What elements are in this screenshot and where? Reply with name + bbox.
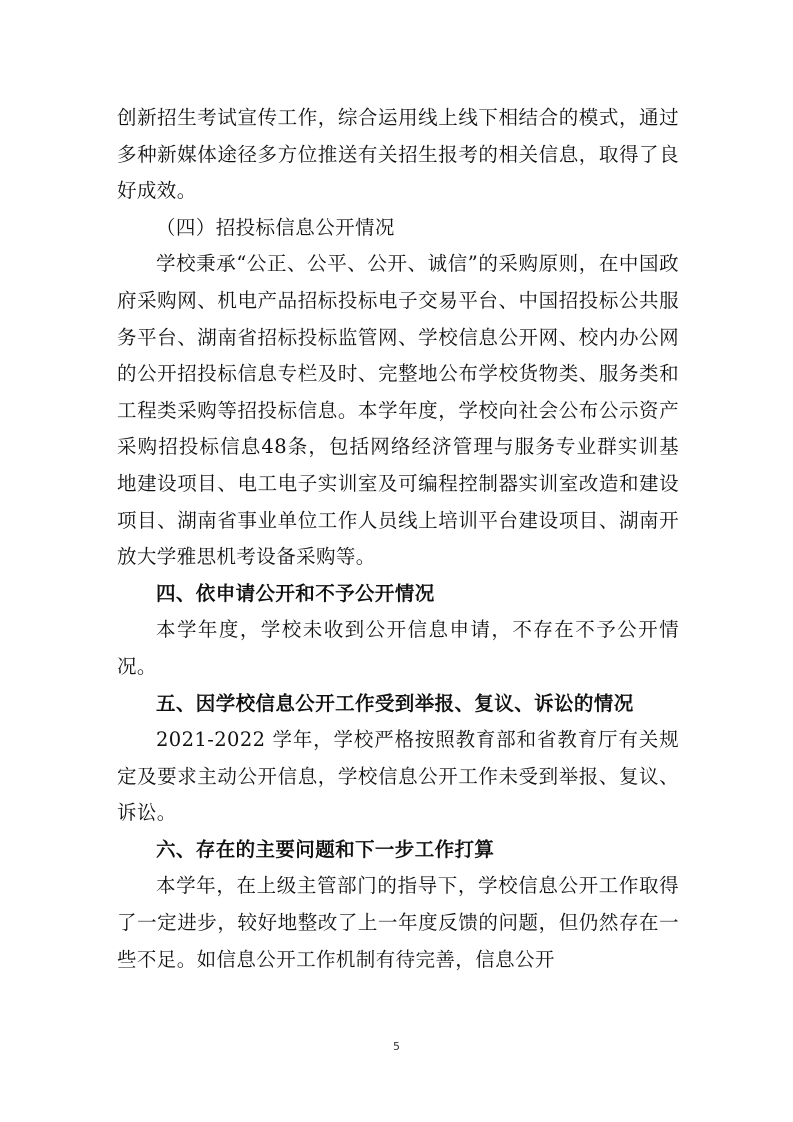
section-5-body: 2021-2022 学年，学校严格按照教育部和省教育厅有关规定及要求主动公开信息，学校信息公开工作未受到举报、复议、诉讼。 xyxy=(117,728,679,825)
document-page xyxy=(117,100,679,978)
section-4-4-body: 学校秉承“公正、公平、公开、诚信”的采购原则，在中国政府采购网、机电产品招标投标电子交易平台、中国招投标公共服务平台、湖南省招标投标监管网、学校信息公开网、校内办公网的公开招投标信息专栏及时、完整地公布学校货物类、服务类和工程类采购等招投标信息。本学年度，学校向社会公布公示资产采购招投标信息48条，包括网络经济管理与服务专业群实训基地建设项目、电工电子实训室及可编程控制器实训室改造和建设项目、湖南省事业单位工作人员线上培训平台建设项目、湖南开放大学雅思机考设备采购等。 xyxy=(117,252,679,569)
section-4-body: 本学年度，学校未收到公开信息申请，不存在不予公开情况。 xyxy=(117,618,679,678)
section-6-title: 六、存在的主要问题和下一步工作打算 xyxy=(156,837,495,861)
page-number: 5 xyxy=(393,1040,400,1053)
section-6-body: 本学年，在上级主管部门的指导下，学校信息公开工作取得了一定进步，较好地整改了上一年度反馈的问题，但仍然存在一些不足。如信息公开工作机制有待完善，信息公开 xyxy=(117,874,679,971)
section-4-title: 四、依申请公开和不予公开情况 xyxy=(156,581,435,605)
intro-paragraph: 创新招生考试宣传工作，综合运用线上线下相结合的模式，通过多种新媒体途径多方位推送有关招生报考的相关信息，取得了良好成效。 xyxy=(117,106,679,203)
section-5-title: 五、因学校信息公开工作受到举报、复议、诉讼的情况 xyxy=(156,691,634,715)
section-4-4-title: （四）招投标信息公开情况 xyxy=(156,215,395,239)
